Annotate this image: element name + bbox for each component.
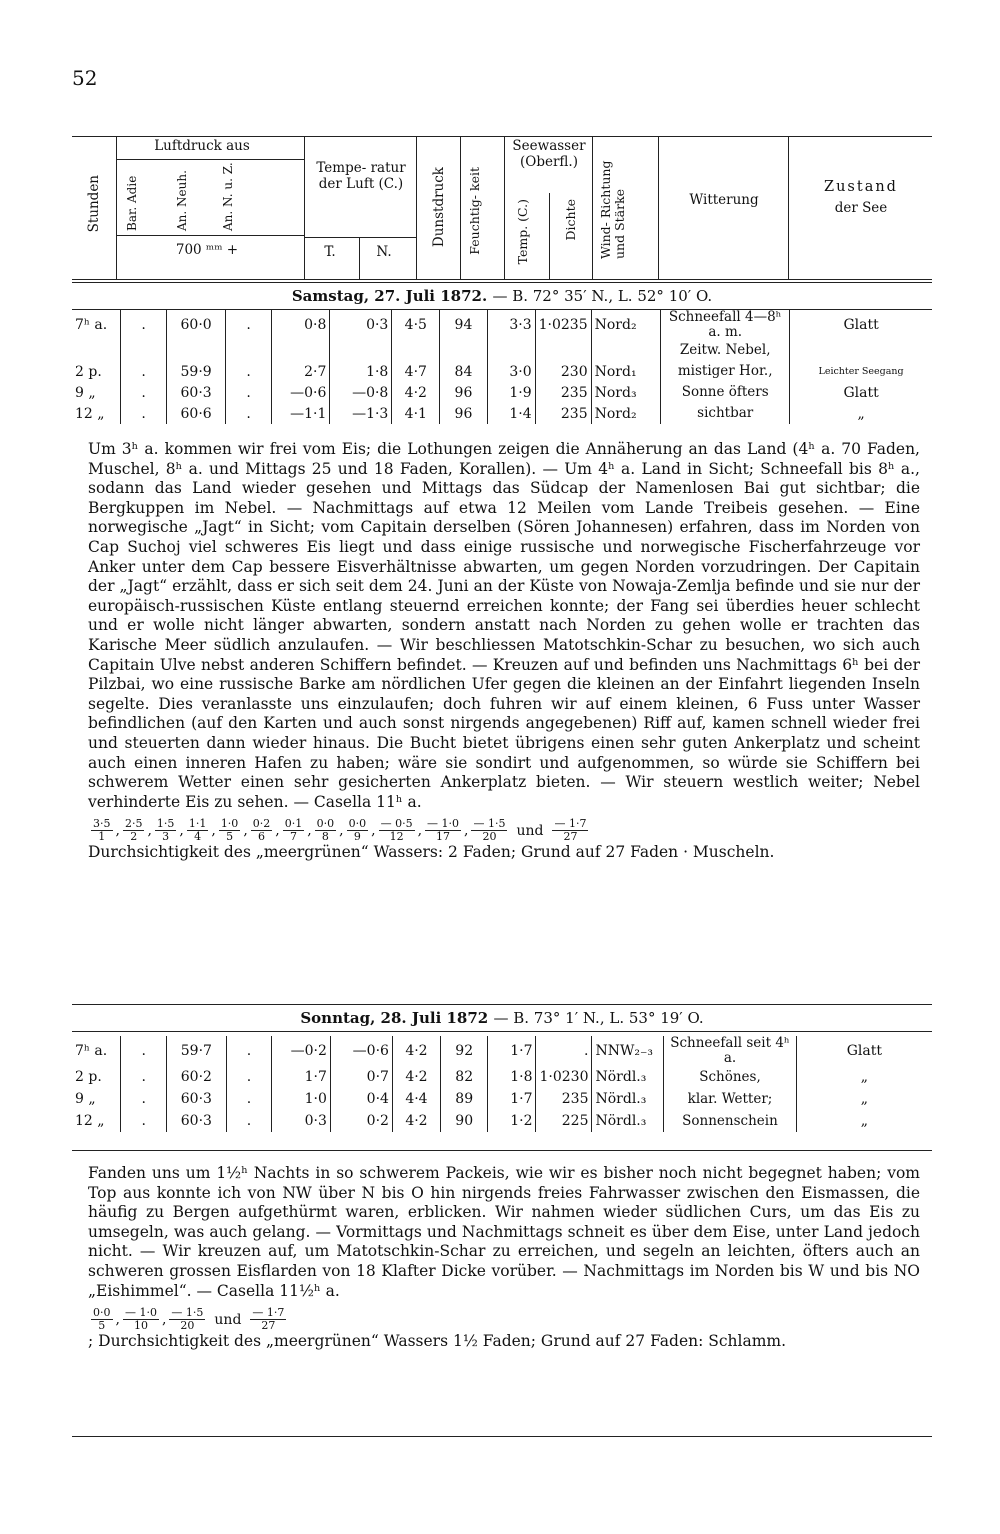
casella-fraction: [219, 818, 241, 843]
cell-h: [72, 340, 121, 361]
col-stunden: [72, 137, 116, 279]
casella-fraction: [471, 818, 507, 843]
cell-see: „: [796, 1088, 932, 1110]
fraction-numerator: — 1·5: [473, 817, 506, 831]
casella-fraction: [169, 1307, 205, 1332]
col-wind: [592, 137, 658, 279]
fraction-denominator: 10: [133, 1319, 148, 1333]
header-an-nuz: An. N. u. Z.: [221, 162, 235, 231]
table-row: [72, 382, 932, 403]
day1-title-bar: [72, 282, 932, 310]
table-row: [72, 1110, 932, 1132]
table-row: [72, 340, 932, 361]
cell-dichte: 235: [536, 1088, 592, 1110]
cell-neuh: 59·9: [166, 361, 226, 382]
header-wind: Wind- Richtung und Stärke: [598, 160, 627, 259]
header-seewasser: Seewasser (Oberfl.): [512, 138, 586, 170]
fraction-denominator: 27: [563, 830, 578, 844]
cell-dunst: 4·2: [392, 1110, 440, 1132]
cell-witt: Sonnenschein: [664, 1110, 796, 1132]
cell-h: 9 „: [75, 384, 96, 401]
col-luftdruck: [116, 137, 304, 279]
day1-title: Samstag, 27. Juli 1872.: [291, 287, 488, 305]
cell-dichte: 235: [535, 382, 591, 403]
day1-tail: Durchsichtigkeit des „meergrünen“ Wassers: 2 Faden; Grund auf 27 Faden · Muscheln.: [88, 843, 775, 862]
cell-see: [790, 340, 932, 361]
cell-dichte: 225: [536, 1110, 592, 1132]
table-row: [72, 1088, 932, 1110]
header-der-see: der See: [834, 200, 888, 216]
col-temperatur: [304, 137, 416, 279]
table-row: [72, 310, 932, 340]
cell-see: Glatt: [790, 310, 932, 340]
header-luftdruck: Luftdruck aus: [154, 138, 250, 154]
cell-t: 1·0: [272, 1088, 331, 1110]
cell-witt: mistiger Hor.,: [661, 361, 790, 382]
cell-adie: .: [121, 1066, 167, 1088]
fraction-numerator: — 1·0: [427, 817, 460, 831]
fraction-numerator: 2·5: [124, 817, 143, 831]
cell-n: 0·4: [330, 1088, 392, 1110]
cell-see: „: [796, 1066, 932, 1088]
cell-neuh: 60·3: [166, 382, 226, 403]
cell-nuz: .: [226, 1036, 272, 1066]
cell-n: —1·3: [330, 403, 392, 424]
page-bottom-rule: [72, 1436, 932, 1437]
fraction-denominator: 17: [436, 830, 451, 844]
fraction-denominator: 6: [258, 830, 266, 844]
cell-witt: Sonne öfters: [661, 382, 790, 403]
cell-h: 2 p.: [75, 1069, 102, 1085]
cell-see: „: [796, 1110, 932, 1132]
table-row: [72, 403, 932, 424]
casella-fraction: [347, 818, 369, 843]
col-witterung: [658, 137, 788, 279]
casella-fraction: [379, 818, 415, 843]
cell-tw: 3·0: [487, 361, 535, 382]
cell-dunst: [392, 340, 440, 361]
fraction-denominator: 5: [98, 1319, 106, 1333]
cell-t: —0·2: [272, 1036, 331, 1066]
cell-adie: .: [121, 1036, 167, 1066]
header-bar-adie: Bar. Adie: [125, 175, 139, 231]
cell-wind: Nord₂: [591, 403, 661, 424]
col-dunstdruck: [416, 137, 460, 279]
casella-fraction: [315, 818, 337, 843]
cell-adie: .: [121, 403, 166, 424]
fraction-numerator: 0·2: [252, 817, 271, 831]
casella-und: und: [516, 822, 544, 839]
cell-witt: Schönes,: [664, 1066, 796, 1088]
cell-tw: 1·2: [488, 1110, 536, 1132]
day2-tail: ; Durchsichtigkeit des „meergrünen“ Wassers 1½ Faden; Grund auf 27 Faden: Schlamm.: [88, 1332, 787, 1351]
cell-neuh: 59·7: [167, 1036, 227, 1066]
day2-text: Fanden uns um 1½ʰ Nachts in so schwerem Packeis, wie wir es bisher noch nicht begegnet haben; vom Top aus konnte ich von NW über N bis O hin nirgends freies Fahrwasser zwischen den Eismassen, die häufig zu Bergen aufgethürmt waren, erblicken. Wir nahmen wieder südlichen Curs, um das Eis zu umsegeln, was auch gelang. — Vormittags und Nachmittags schneit es über dem Eise, unter Land jedoch nicht. — Wir kreuzen auf, um Matotschkin-Schar zu erreichen, und segeln an leichten, öfters auch an schweren grossen Eisflarden von 18 Klafter Dicke vorüber. — Nachmittags im Norden bis W und bis NO „Eishimmel“. — Casella 11½ʰ a.: [88, 1164, 920, 1300]
cell-wind: Nord₂: [591, 310, 661, 340]
day2-title-bar: [72, 1004, 932, 1032]
day1-position: — B. 72° 35′ N., L. 52° 10′ O.: [492, 287, 713, 305]
cell-wind: Nord₃: [591, 382, 661, 403]
cell-tw: 1·7: [488, 1036, 536, 1066]
cell-n: —0·8: [330, 382, 392, 403]
cell-n: —0·6: [330, 1036, 392, 1066]
fraction-denominator: 2: [130, 830, 138, 844]
cell-h: 7ʰ a.: [75, 1043, 108, 1059]
cell-see: Leichter Seegang: [790, 361, 932, 382]
cell-t: 1·7: [272, 1066, 331, 1088]
day2-title: Sonntag, 28. Juli 1872: [300, 1009, 489, 1027]
casella-fraction: [91, 818, 113, 843]
fraction-numerator: 1·1: [188, 817, 207, 831]
fraction-numerator: 0·1: [284, 817, 303, 831]
fraction-denominator: 8: [321, 830, 329, 844]
col-zustand: [788, 137, 932, 279]
cell-t: 0·8: [271, 310, 330, 340]
cell-dichte: 1·0235: [535, 310, 591, 340]
cell-t: [271, 340, 330, 361]
cell-feucht: 82: [440, 1066, 487, 1088]
cell-see: „: [790, 403, 932, 424]
day2-text-block: [88, 1164, 920, 1352]
cell-dunst: 4·2: [392, 1066, 440, 1088]
cell-feucht: [440, 340, 487, 361]
cell-feucht: 96: [440, 382, 487, 403]
header-dichte: Dichte: [563, 199, 578, 241]
cell-nuz: .: [226, 1088, 272, 1110]
header-temp-c: Temp. (C.): [515, 199, 530, 265]
fraction-denominator: 4: [194, 830, 202, 844]
cell-witt: klar. Wetter;: [664, 1088, 796, 1110]
fraction-numerator: 0·0: [316, 817, 335, 831]
cell-n: 1·8: [330, 361, 392, 382]
day1-table: [72, 310, 932, 424]
casella-fraction: [187, 818, 209, 843]
casella-fraction: [552, 818, 588, 843]
cell-tw: 1·9: [487, 382, 535, 403]
cell-nuz: [226, 340, 271, 361]
cell-dichte: .: [536, 1036, 592, 1066]
cell-h: 7ʰ a.: [75, 317, 108, 333]
col-seewasser: [504, 137, 592, 279]
cell-see: Glatt: [796, 1036, 932, 1066]
cell-t: 2·7: [271, 361, 330, 382]
cell-see: Glatt: [790, 382, 932, 403]
page-number: 52: [72, 66, 98, 90]
fraction-numerator: — 0·5: [380, 817, 413, 831]
cell-dichte: 235: [535, 403, 591, 424]
fraction-numerator: 0·0: [93, 1306, 111, 1320]
table-row: [72, 1066, 932, 1088]
fraction-numerator: 0·0: [348, 817, 367, 831]
header-an-neuh: An. Neuh.: [175, 170, 189, 231]
cell-tw: 1·4: [487, 403, 535, 424]
header-t: T.: [324, 244, 336, 260]
cell-t: 0·3: [272, 1110, 331, 1132]
fraction-denominator: 27: [261, 1319, 276, 1333]
header-zustand: Zustand: [824, 179, 898, 195]
cell-witt: Schneefall 4—8ʰ a. m.: [661, 310, 790, 340]
cell-neuh: 60·3: [167, 1088, 227, 1110]
header-dunstdruck: Dunstdruck: [431, 167, 447, 248]
day2-table-bottom-rule: [72, 1150, 932, 1151]
cell-nuz: .: [226, 310, 271, 340]
casella-fraction: [155, 818, 177, 843]
cell-feucht: 96: [440, 403, 487, 424]
cell-t: —1·1: [271, 403, 330, 424]
cell-feucht: 94: [440, 310, 487, 340]
header-temperatur: Tempe- ratur der Luft (C.): [316, 160, 406, 192]
cell-wind: Nördl.₃: [592, 1088, 664, 1110]
day1-text: Um 3ʰ a. kommen wir frei vom Eis; die Lothungen zeigen die Annäherung an das Land (4ʰ a. 70 Faden, Muschel, 8ʰ a. und Mittags 25 und 18 Faden, Korallen). — Um 4ʰ a. Land in Sicht; Schneefall bis 8ʰ a., sodann das Land wieder gesehen und Mittags das Südcap der Namenlosen Bai gut sichtbar; die Bergkuppen im Nebel. — Nachmittags auf etwa 12 Meilen vom Lande Treibeis gesehen. — Eine norwegische „Jagt“ in Sicht; vom Capitain derselben (Sören Johannesen) erfahren, dass im Norden von Cap Suchoj viel schweres Eis liegt und dass einige russische und norwegische Fischerfahrzeuge vor Anker unter dem Cap bessere Eisverhältnisse abwarten, um gegen Norden vorzudringen. Der Capitain der „Jagt“ erzählt, dass er sich seit dem 24. Juni an der Küste von Nowaja-Zemlja befinde und sie nur der europäisch-russischen Küste entlang steuernd erreichen konnte; der Fang sei überdies heuer schlecht und er wolle nicht länger abwarten, sondern anstatt nach Norden zu gehen wolle er trachten das Karische Meer südlich anzulaufen. — Wir beschliessen Matotschkin-Schar zu besuchen, wo sich auch Capitain Ulve nebst anderen Schiffern befindet. — Kreuzen auf und befinden uns Nachmittags 6ʰ bei der Pilzbai, wo eine russische Barke am nördlichen Ufer gegen die kleinen an der Einfahrt liegenden Inseln segelte. Dies veranlasste uns einzulaufen; doch fuhren wir auf einem kleinen, 6 Fuss unter Wasser befindlichen (auf den Karten und auch sonst nirgends angegebenen) Riff auf, kamen schnell wieder frei und steuerten dann wieder hinaus. Die Bucht bietet übrigens einen sehr guten Ankerplatz und scheint auch einen inneren Hafen zu haben; wäre sie sondirt und aufgenommen, so würde sie Schiffern bei schwerem Wetter einen sehr gesicherten Ankerplatz bieten. — Wir steuern westlich weiter; Nebel verhinderte Eis zu sehen. — Casella 11ʰ a.: [88, 440, 920, 811]
casella-fraction: [91, 1307, 113, 1332]
casella-fraction: [123, 818, 145, 843]
cell-witt: Zeitw. Nebel,: [661, 340, 790, 361]
cell-n: 0·3: [330, 310, 392, 340]
fraction-denominator: 3: [162, 830, 170, 844]
cell-adie: [121, 340, 166, 361]
cell-wind: [591, 340, 661, 361]
cell-wind: NNW₂₋₃: [592, 1036, 664, 1066]
fraction-denominator: 7: [289, 830, 297, 844]
cell-dunst: 4·2: [392, 382, 440, 403]
day2-position: — B. 73° 1′ N., L. 53° 19′ O.: [493, 1009, 704, 1027]
cell-nuz: .: [226, 382, 271, 403]
cell-dunst: 4·7: [392, 361, 440, 382]
cell-dunst: 4·4: [392, 1088, 440, 1110]
cell-witt: Schneefall seit 4ʰ a.: [664, 1036, 796, 1066]
cell-feucht: 90: [440, 1110, 487, 1132]
cell-dunst: 4·5: [392, 310, 440, 340]
casella-fraction: [283, 818, 305, 843]
cell-neuh: 60·3: [167, 1110, 227, 1132]
cell-n: 0·2: [330, 1110, 392, 1132]
casella-fraction: [251, 818, 273, 843]
fraction-numerator: — 1·0: [124, 1306, 157, 1320]
fraction-numerator: 1·5: [156, 817, 175, 831]
cell-adie: .: [121, 361, 166, 382]
header-stunden: Stunden: [86, 175, 102, 233]
day2-table: [72, 1036, 932, 1132]
cell-h: 12 „: [75, 1113, 105, 1129]
col-feuchtigkeit: [460, 137, 504, 279]
cell-feucht: 84: [440, 361, 487, 382]
table-row: [72, 1036, 932, 1066]
fraction-denominator: 20: [482, 830, 497, 844]
fraction-numerator: — 1·5: [171, 1306, 204, 1320]
cell-h: 9 „: [75, 1091, 96, 1107]
cell-nuz: .: [226, 1066, 272, 1088]
fraction-denominator: 1: [98, 830, 106, 844]
header-base: 700 ᵐᵐ +: [175, 242, 239, 258]
cell-nuz: .: [226, 1110, 272, 1132]
cell-feucht: 89: [440, 1088, 487, 1110]
fraction-denominator: 9: [353, 830, 361, 844]
cell-n: [330, 340, 392, 361]
casella-fraction: [250, 1307, 286, 1332]
cell-tw: 1·8: [488, 1066, 536, 1088]
cell-neuh: 60·6: [166, 403, 226, 424]
cell-tw: [487, 340, 535, 361]
cell-dichte: 1·0230: [536, 1066, 592, 1088]
casella-fraction: [425, 818, 461, 843]
fraction-numerator: 1·0: [220, 817, 239, 831]
cell-n: 0·7: [330, 1066, 392, 1088]
cell-feucht: 92: [440, 1036, 487, 1066]
day1-text-block: [88, 440, 920, 863]
header-feuchtigkeit: Feuchtig- keit: [467, 167, 482, 255]
cell-neuh: 60·2: [167, 1066, 227, 1088]
cell-neuh: 60·0: [166, 310, 226, 340]
cell-h: 2 p.: [75, 363, 102, 380]
cell-nuz: .: [226, 361, 271, 382]
cell-tw: 1·7: [488, 1088, 536, 1110]
day2-casella: $\frac{0\cdot 0}{5}$ , $\frac{— 1\cdot 0}{10}$ , $\frac{— 1\cdot 5}{20}$ und $\frac{— 1\cdot 7}{27}$: [93, 1306, 285, 1333]
cell-tw: 3·3: [487, 310, 535, 340]
fraction-denominator: 20: [180, 1319, 195, 1333]
cell-adie: .: [121, 1110, 167, 1132]
header-witterung: Witterung: [689, 192, 759, 208]
fraction-numerator: — 1·7: [554, 817, 587, 831]
cell-wind: Nord₁: [591, 361, 661, 382]
cell-neuh: [166, 340, 226, 361]
day1-casella: $\frac{3\cdot 5}{1}$ , $\frac{2\cdot 5}{2}$ , $\frac{1\cdot 5}{3}$ , $\frac{1\cdot 1}{4}$ , $\frac{1\cdot 0}{5}$ , $\frac{0\cdot 2}{6}$ , $\frac{0\cdot 1}{7}$ , $\frac{0\cdot 0}{8}$ , $\frac{0\cdot 0}{9}$ , $\frac{— 0\cdot 5}{12}$ , $\frac{— 1\cdot 0}{17}$ , $\frac{— 1\cdot 5}{20}$ und $\frac{— 1\cdot 7}{27}$: [93, 817, 587, 844]
fraction-denominator: 5: [226, 830, 234, 844]
cell-h: 12 „: [75, 405, 105, 422]
fraction-numerator: — 1·7: [252, 1306, 285, 1320]
cell-adie: .: [121, 310, 166, 340]
cell-adie: .: [121, 1088, 167, 1110]
cell-t: —0·6: [271, 382, 330, 403]
cell-witt: sichtbar: [661, 403, 790, 424]
cell-adie: .: [121, 382, 166, 403]
header-n: N.: [376, 244, 392, 260]
table-row: [72, 361, 932, 382]
cell-wind: Nördl.₃: [592, 1110, 664, 1132]
cell-dichte: [535, 340, 591, 361]
cell-nuz: .: [226, 403, 271, 424]
casella-fraction: [123, 1307, 159, 1332]
cell-dunst: 4·1: [392, 403, 440, 424]
table-header: [72, 136, 932, 280]
cell-dichte: 230: [535, 361, 591, 382]
casella-und: und: [214, 1311, 242, 1328]
cell-dunst: 4·2: [392, 1036, 440, 1066]
cell-wind: Nördl.₃: [592, 1066, 664, 1088]
fraction-numerator: 3·5: [93, 817, 111, 831]
fraction-denominator: 12: [389, 830, 404, 844]
